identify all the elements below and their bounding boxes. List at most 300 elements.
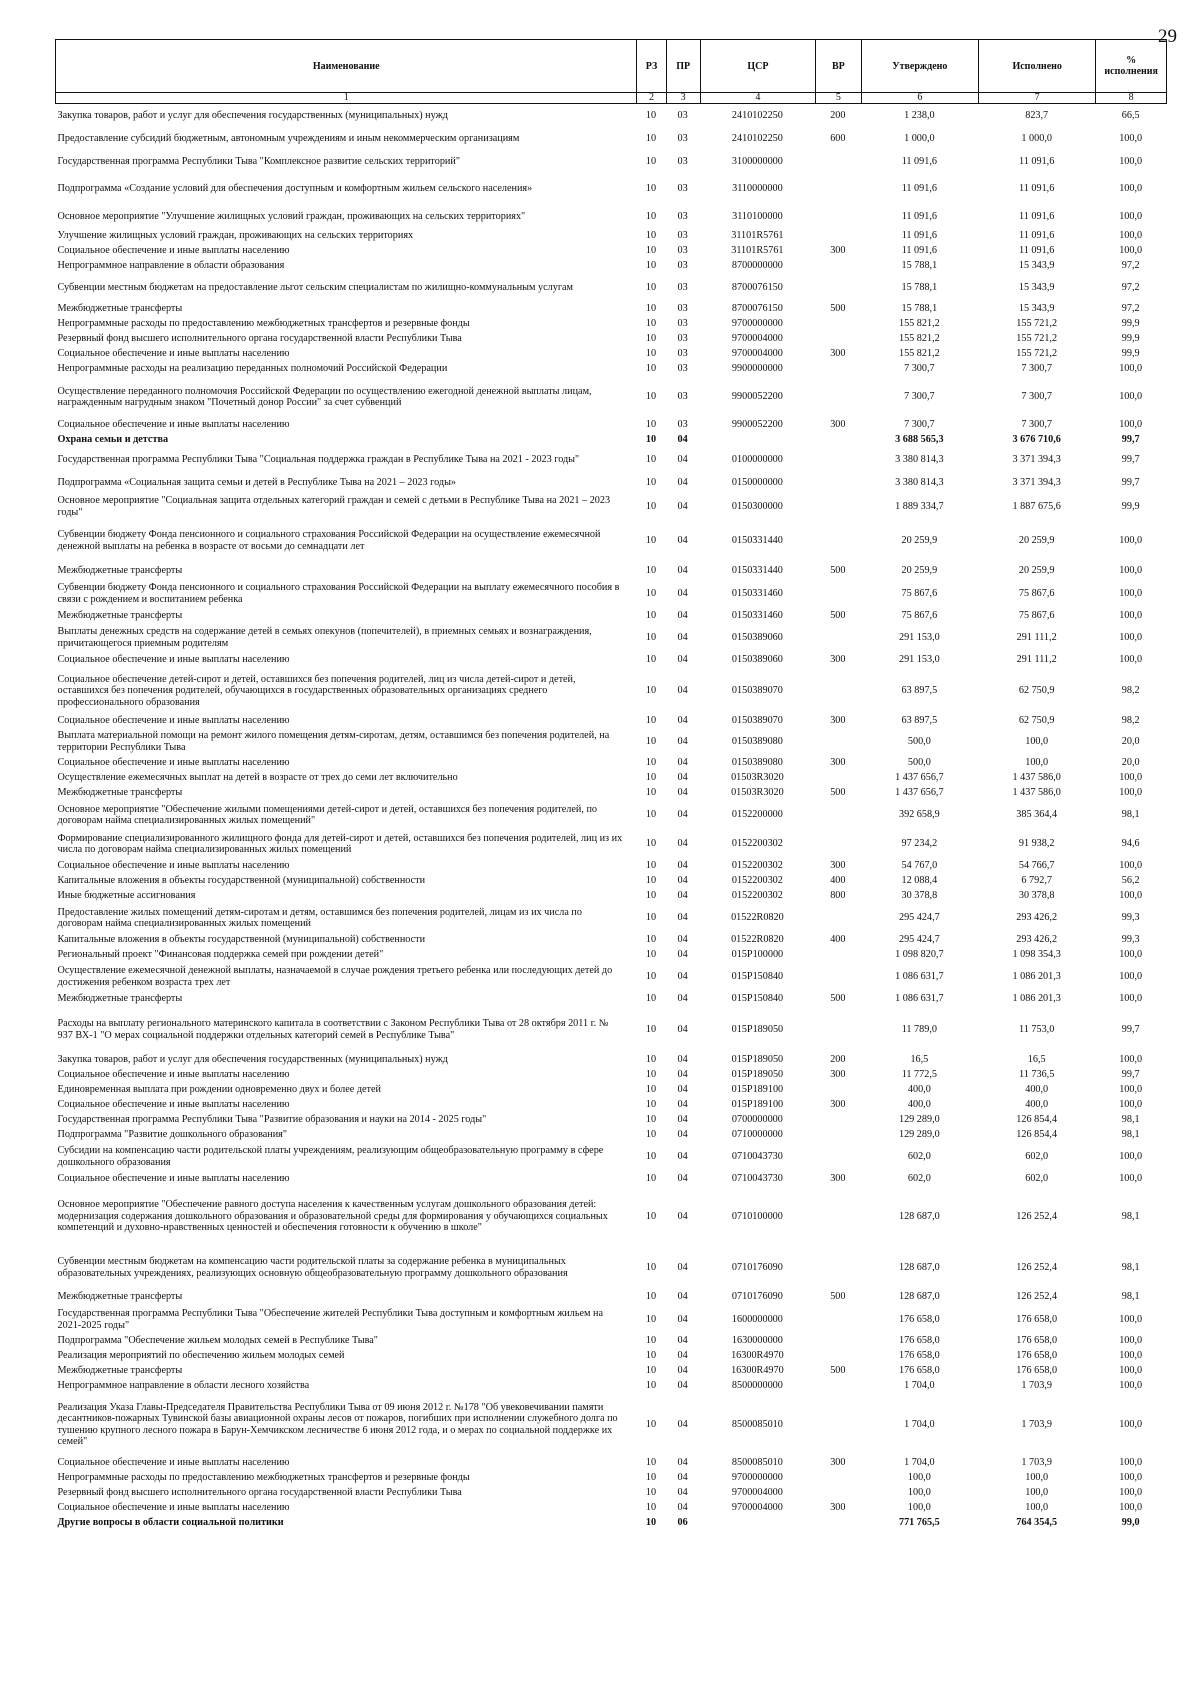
table-body [56,104,1167,1531]
row-percent-cell: 20,0 [1121,757,1140,769]
row-approved-cell: 12 088,4 [901,875,938,887]
row-percent-cell: 99,0 [1121,1517,1140,1529]
row-pr-cell: 04 [677,992,688,1004]
row-rz-cell: 10 [645,109,657,121]
row-name-cell: Субсидии на компенсацию части родительской платы учреждениям, реализующим общеобразовательную программу в сфере дошкольного образования [57,1145,604,1168]
row-pr-cell: 04 [677,787,688,799]
row-csr-cell: 16300R4970 [731,1365,784,1377]
row-pr-cell: 04 [677,1172,688,1184]
table-row [56,1516,1167,1531]
row-csr-cell: 0150300000 [731,500,783,512]
row-executed-cell: 126 252,4 [1016,1261,1058,1273]
row-approved-cell: 602,0 [907,1172,931,1184]
row-rz-cell: 10 [645,809,657,821]
row-pr-cell: 03 [677,210,688,222]
row-rz-cell: 10 [645,333,657,345]
row-pr-cell: 04 [677,1210,688,1222]
table-row [56,1053,1167,1068]
row-csr-cell: 9900000000 [731,363,783,375]
row-executed-cell: 602,0 [1025,1150,1049,1162]
table-row [56,1486,1167,1501]
row-approved-cell: 1 889 334,7 [895,500,944,512]
row-executed-cell: 11 091,6 [1019,230,1055,242]
row-name-cell: Субвенции бюджету Фонда пенсионного и социального страхования Российской Федерации на выплату ежемесячного пособия в связи с рождением и воспитанием ребенка [57,582,620,605]
row-percent-cell: 98,2 [1121,714,1140,726]
row-percent-cell: 100,0 [1119,1418,1143,1430]
row-name-cell: Социальное обеспечение и иные выплаты населению [57,348,290,360]
table-row [56,904,1167,933]
table-row [56,244,1167,259]
row-csr-cell: 0710176090 [731,1261,783,1273]
row-executed-cell: 15 343,9 [1018,303,1055,315]
table-row [56,1306,1167,1334]
row-rz-cell: 10 [645,260,657,272]
row-executed-cell: 291 111,2 [1016,654,1057,666]
row-csr-cell: 015P189100 [731,1084,784,1096]
row-name-cell: Подпрограмма «Социальная защита семьи и детей в Республике Тыва на 2021 – 2023 годы» [57,477,457,489]
row-name-cell: Государственная программа Республики Тыва "Развитие образования и науки на 2014 - 2025 годы" [57,1114,487,1126]
row-approved-cell: 100,0 [907,1487,931,1499]
row-vr-cell [816,669,862,714]
row-pr-cell: 04 [677,1380,688,1392]
row-name-cell: Основное мероприятие "Обеспечение равного доступа населения к качественным услугам дошкольного образования детей: модернизация содержания дошкольного образования и образовательной среды для формирования у обучающихся социальных компетенций и духовно-нравственных ценностей и обеспечения готовности к обучению в школе" [57,1199,608,1234]
row-rz-cell: 10 [645,949,657,961]
row-vr-cell [816,274,862,302]
row-approved-cell: 1 704,0 [904,1457,935,1469]
row-approved-cell: 15 788,1 [901,281,938,293]
table-row [56,317,1167,332]
row-executed-cell: 15 343,9 [1018,260,1055,272]
row-percent-cell: 100,0 [1119,534,1143,546]
row-rz-cell: 10 [645,230,657,242]
row-executed-cell: 15 343,9 [1018,281,1055,293]
row-csr-cell: 0150389060 [731,631,783,643]
column-number: 5 [816,93,862,104]
row-percent-cell: 20,0 [1121,735,1140,747]
row-pr-cell: 04 [677,1261,688,1273]
row-pr-cell: 04 [677,809,688,821]
row-pr-cell: 04 [677,1129,688,1141]
row-approved-cell: 20 259,9 [901,565,938,577]
row-pr-cell: 04 [677,434,688,446]
row-name-cell: Межбюджетные трансферты [57,1291,183,1303]
row-name-cell: Социальное обеспечение и иные выплаты населению [57,1069,290,1081]
row-name-cell: Закупка товаров, работ и услуг для обеспечения государственных (муниципальных) нужд [57,109,448,121]
row-rz-cell: 10 [645,1291,657,1303]
row-vr-cell: 300 [830,757,846,769]
row-executed-cell: 20 259,9 [1018,565,1055,577]
row-executed-cell: 11 736,5 [1019,1069,1055,1081]
row-rz-cell: 10 [645,970,657,982]
table-row [56,174,1167,205]
table-row [56,1098,1167,1113]
row-csr-cell: 0100000000 [731,453,783,465]
row-percent-cell: 100,0 [1119,1313,1143,1325]
table-row [56,302,1167,317]
row-rz-cell: 10 [645,534,657,546]
row-name-cell: Реализация Указа Главы-Председателя Правительства Республики Тыва от 09 июня 2012 г. №178 "Об увековечивании памяти десантников-пожарных Тувинской базы авиационной охраны лесов от пожаров, погибших при исполнении служебного долга по тушению крупного лесного пожара в Барун-Хемчикском лесничестве 6 июня 2012 года, и о мерах по социальной поддержке их семей" [57,1401,618,1447]
row-approved-cell: 75 867,6 [901,587,938,599]
row-vr-cell [816,1516,862,1531]
row-executed-cell: 3 371 394,3 [1012,453,1061,465]
row-percent-cell: 100,0 [1119,1472,1143,1484]
row-approved-cell: 11 091,6 [901,245,937,257]
row-executed-cell: 400,0 [1025,1084,1049,1096]
row-name-cell: Резервный фонд высшего исполнительного органа государственной власти Республики Тыва [57,1487,462,1499]
page-number: 29 [1158,26,1177,47]
row-percent-cell: 100,0 [1119,1365,1143,1377]
row-csr-cell: 8500000000 [731,1380,783,1392]
row-rz-cell: 10 [645,318,657,330]
row-vr-cell [816,624,862,652]
row-csr-cell: 0150389080 [731,735,783,747]
row-approved-cell: 1 704,0 [904,1380,935,1392]
row-name-cell: Выплата материальной помощи на ремонт жилого помещения детям-сиротам, детям, оставшимся без попечения родителей, на территории Республики Тыва [57,730,610,753]
row-percent-cell: 100,0 [1119,132,1143,144]
row-percent-cell: 99,7 [1121,1069,1140,1081]
row-rz-cell: 10 [645,1129,657,1141]
table-row [56,1471,1167,1486]
row-executed-cell: 155 721,2 [1016,348,1058,360]
row-approved-cell: 295 424,7 [898,912,940,924]
row-percent-cell: 98,1 [1121,1114,1140,1126]
row-csr-cell: 0710176090 [731,1291,783,1303]
row-percent-cell: 99,3 [1121,912,1140,924]
row-csr-cell: 0152200302 [731,890,783,902]
row-executed-cell: 126 854,4 [1016,1129,1058,1141]
row-pr-cell: 03 [677,281,688,293]
row-csr-cell: 9700004000 [731,1502,783,1514]
row-rz-cell: 10 [645,1457,657,1469]
row-executed-cell: 11 091,6 [1019,156,1055,168]
table-row [56,151,1167,174]
column-number: 8 [1096,93,1167,104]
row-executed-cell: 11 091,6 [1019,245,1055,257]
row-name-cell: Межбюджетные трансферты [57,1365,183,1377]
row-name-cell: Социальное обеспечение и иные выплаты населению [57,1502,290,1514]
row-pr-cell: 04 [677,1365,688,1377]
row-vr-cell: 200 [830,1054,846,1066]
row-percent-cell: 98,2 [1121,685,1140,697]
column-number: 2 [637,93,666,104]
row-vr-cell: 300 [830,1069,846,1081]
row-vr-cell: 400 [830,875,846,887]
row-rz-cell: 10 [645,453,657,465]
row-pr-cell: 04 [677,860,688,872]
row-executed-cell: 100,0 [1025,1487,1049,1499]
row-percent-cell: 100,0 [1119,230,1143,242]
row-approved-cell: 771 765,5 [898,1517,940,1529]
row-rz-cell: 10 [645,1487,657,1499]
row-vr-cell [816,377,862,418]
table-row [56,889,1167,904]
row-percent-cell: 100,0 [1119,245,1143,257]
row-name-cell: Социальное обеспечение и иные выплаты населению [57,419,290,431]
table-row [56,127,1167,151]
row-percent-cell: 98,1 [1121,1261,1140,1273]
row-rz-cell: 10 [645,787,657,799]
row-executed-cell: 385 364,4 [1016,809,1058,821]
row-pr-cell: 04 [677,565,688,577]
row-vr-cell: 300 [830,348,846,360]
row-pr-cell: 04 [677,1472,688,1484]
row-executed-cell: 602,0 [1025,1172,1049,1184]
row-approved-cell: 3 380 814,3 [895,477,944,489]
row-percent-cell: 97,2 [1121,260,1140,272]
row-rz-cell: 10 [645,1150,657,1162]
row-csr-cell: 0150389070 [731,685,783,697]
table-row [56,205,1167,229]
table-row [56,1113,1167,1128]
row-csr-cell [700,1516,815,1531]
row-vr-cell: 300 [830,1457,846,1469]
row-rz-cell: 10 [645,1517,657,1529]
table-row [56,377,1167,418]
row-executed-cell: 126 252,4 [1016,1291,1058,1303]
row-executed-cell: 155 721,2 [1016,333,1058,345]
column-number: 1 [56,93,637,104]
row-vr-cell: 500 [830,1365,846,1377]
row-pr-cell: 04 [677,1023,688,1035]
table-row [56,563,1167,580]
row-percent-cell: 100,0 [1119,1457,1143,1469]
row-name-cell: Социальное обеспечение и иные выплаты населению [57,654,290,666]
row-percent-cell: 100,0 [1119,772,1143,784]
row-name-cell: Межбюджетные трансферты [57,303,183,315]
row-vr-cell [816,1247,862,1289]
row-name-cell: Субвенции местным бюджетам на предоставление льгот сельским специалистам по жилищно-коммунальным услугам [57,281,573,293]
row-pr-cell: 03 [677,419,688,431]
row-percent-cell: 99,7 [1121,477,1140,489]
row-percent-cell: 100,0 [1119,860,1143,872]
row-name-cell: Выплаты денежных средств на содержание детей в семьях опекунов (попечителей), в приемных семьях и вознаграждения, причитающегося приемным родителям [57,626,592,649]
row-executed-cell: 126 252,4 [1016,1210,1058,1222]
row-name-cell: Межбюджетные трансферты [57,992,183,1004]
row-rz-cell: 10 [645,1084,657,1096]
row-pr-cell: 03 [677,391,688,403]
row-vr-cell: 300 [830,245,846,257]
row-vr-cell [816,205,862,229]
row-executed-cell: 11 091,6 [1019,183,1055,195]
row-name-cell: Основное мероприятие "Улучшение жилищных условий граждан, проживающих на сельских территориях" [57,210,526,222]
row-rz-cell: 10 [645,1380,657,1392]
row-approved-cell: 7 300,7 [904,391,935,403]
row-percent-cell: 100,0 [1119,787,1143,799]
row-vr-cell: 500 [830,1291,846,1303]
row-pr-cell: 03 [677,363,688,375]
row-rz-cell: 10 [645,587,657,599]
row-csr-cell: 015P189100 [731,1099,784,1111]
row-pr-cell: 04 [677,838,688,850]
row-vr-cell [816,963,862,991]
row-executed-cell: 3 676 710,6 [1012,434,1061,446]
row-percent-cell: 100,0 [1119,890,1143,902]
row-approved-cell: 295 424,7 [898,934,940,946]
row-csr-cell: 0150000000 [731,477,783,489]
row-approved-cell: 15 788,1 [901,303,938,315]
row-approved-cell: 11 091,6 [901,230,937,242]
column-header-approved: Утверждено [861,40,978,93]
row-csr-cell: 0150331460 [731,609,783,621]
row-pr-cell: 04 [677,934,688,946]
table-row [56,519,1167,563]
row-name-cell: Предоставление жилых помещений детям-сиротам и детям, оставшимся без попечения родителей, лицам из их числа по договорам найма специализированных жилых помещений [57,906,582,929]
row-percent-cell: 98,1 [1121,1129,1140,1141]
row-percent-cell: 100,0 [1119,391,1143,403]
table-row [56,580,1167,608]
row-csr-cell: 2410102250 [731,109,783,121]
row-name-cell: Осуществление ежемесячных выплат на детей в возрасте от трех до семи лет включительно [57,772,458,784]
row-vr-cell: 800 [830,890,846,902]
row-name-cell: Непрограммные расходы по предоставлению межбюджетных трансфертов и резервные фонды [57,1472,470,1484]
row-approved-cell: 1 437 656,7 [895,787,944,799]
row-csr-cell: 31101R5761 [731,230,784,242]
row-approved-cell: 500,0 [907,735,931,747]
row-rz-cell: 10 [645,500,657,512]
row-rz-cell: 10 [645,281,657,293]
row-csr-cell: 9700004000 [731,1487,783,1499]
row-executed-cell: 176 658,0 [1016,1313,1058,1325]
row-percent-cell: 97,2 [1121,281,1140,293]
header-row [56,40,1167,93]
table-row [56,1083,1167,1098]
row-percent-cell: 100,0 [1119,363,1143,375]
budget-report-sheet [55,39,1167,1531]
row-pr-cell: 04 [677,587,688,599]
table-row [56,1068,1167,1083]
row-vr-cell [816,472,862,495]
table-row [56,1334,1167,1349]
row-csr-cell: 015P100000 [731,949,784,961]
row-csr-cell: 015P189050 [731,1069,784,1081]
row-executed-cell: 7 300,7 [1021,419,1052,431]
row-name-cell: Единовременная выплата при рождении одновременно двух и более детей [57,1084,381,1096]
table-row [56,1143,1167,1171]
row-pr-cell: 04 [677,685,688,697]
row-rz-cell: 10 [645,992,657,1004]
row-percent-cell: 100,0 [1119,654,1143,666]
row-rz-cell: 10 [645,838,657,850]
row-vr-cell [816,433,862,448]
row-vr-cell [816,448,862,472]
row-vr-cell: 300 [830,1172,846,1184]
row-name-cell: Реализация мероприятий по обеспечению жильем молодых семей [57,1350,345,1362]
row-csr-cell: 01522R0820 [731,934,784,946]
table-row [56,259,1167,274]
row-pr-cell: 04 [677,1502,688,1514]
row-percent-cell: 100,0 [1119,949,1143,961]
row-rz-cell: 10 [645,1054,657,1066]
row-vr-cell [816,948,862,963]
row-approved-cell: 155 821,2 [898,333,940,345]
row-pr-cell: 03 [677,132,688,144]
table-row [56,495,1167,519]
row-pr-cell: 04 [677,631,688,643]
row-percent-cell: 100,0 [1119,631,1143,643]
table-row [56,1007,1167,1053]
row-vr-cell: 500 [830,609,846,621]
row-vr-cell: 300 [830,714,846,726]
row-approved-cell: 128 687,0 [898,1291,940,1303]
row-name-cell: Межбюджетные трансферты [57,609,183,621]
row-executed-cell: 7 300,7 [1021,391,1052,403]
row-name-cell: Осуществление переданного полномочия Российской Федерации по осуществлению ежегодной денежной выплаты лицам, награжденным нагрудным знаком "Почетный донор России" за счет субвенций [57,385,592,408]
row-pr-cell: 04 [677,970,688,982]
column-number-row [56,93,1167,104]
row-pr-cell: 04 [677,1069,688,1081]
row-executed-cell: 1 703,9 [1021,1418,1052,1430]
row-vr-cell [816,495,862,519]
row-executed-cell: 11 753,0 [1019,1023,1055,1035]
row-rz-cell: 10 [645,772,657,784]
row-csr-cell: 8500085010 [731,1418,783,1430]
table-row [56,1187,1167,1247]
row-csr-cell: 8700076150 [731,303,783,315]
table-row [56,1247,1167,1289]
row-rz-cell: 10 [645,1172,657,1184]
column-number: 3 [666,93,700,104]
row-approved-cell: 1 086 631,7 [895,992,944,1004]
row-percent-cell: 99,9 [1121,318,1140,330]
row-executed-cell: 176 658,0 [1016,1365,1058,1377]
row-percent-cell: 99,9 [1121,500,1140,512]
table-row [56,433,1167,448]
row-vr-cell [816,1128,862,1143]
row-percent-cell: 99,7 [1121,1023,1140,1035]
row-csr-cell [700,433,815,448]
row-percent-cell: 99,9 [1121,348,1140,360]
row-executed-cell: 176 658,0 [1016,1335,1058,1347]
row-name-cell: Основное мероприятие "Социальная защита отдельных категорий граждан и семей с детьми в Республике Тыва на 2021 – 2023 годы" [57,495,611,518]
row-percent-cell: 99,7 [1121,453,1140,465]
row-approved-cell: 11 772,5 [901,1069,937,1081]
row-percent-cell: 100,0 [1119,587,1143,599]
row-pr-cell: 03 [677,183,688,195]
row-vr-cell [816,801,862,830]
row-name-cell: Социальное обеспечение и иные выплаты населению [57,757,290,769]
row-name-cell: Резервный фонд высшего исполнительного органа государственной власти Республики Тыва [57,333,462,345]
row-csr-cell: 01503R3020 [731,772,784,784]
column-header-rz: РЗ [637,40,666,93]
table-row [56,728,1167,756]
row-name-cell: Социальное обеспечение и иные выплаты населению [57,714,290,726]
row-rz-cell: 10 [645,1114,657,1126]
row-executed-cell: 1 887 675,6 [1012,500,1061,512]
row-csr-cell: 0152200302 [731,838,783,850]
row-pr-cell: 04 [677,654,688,666]
row-csr-cell: 0710043730 [731,1150,783,1162]
row-name-cell: Капитальные вложения в объекты государственной (муниципальной) собственности [57,934,426,946]
row-pr-cell: 03 [677,348,688,360]
row-csr-cell: 1600000000 [731,1313,783,1325]
row-vr-cell [816,1306,862,1334]
row-approved-cell: 129 289,0 [898,1129,940,1141]
row-executed-cell: 823,7 [1025,109,1049,121]
row-percent-cell: 100,0 [1119,1487,1143,1499]
row-executed-cell: 100,0 [1025,735,1049,747]
row-executed-cell: 1 086 201,3 [1012,970,1061,982]
row-pr-cell: 04 [677,453,688,465]
row-pr-cell: 04 [677,912,688,924]
table-row [56,332,1167,347]
row-rz-cell: 10 [645,1472,657,1484]
table-row [56,801,1167,830]
row-approved-cell: 1 098 820,7 [895,949,944,961]
row-rz-cell: 10 [645,714,657,726]
row-vr-cell [816,332,862,347]
row-pr-cell: 04 [677,735,688,747]
row-name-cell: Капитальные вложения в объекты государственной (муниципальной) собственности [57,875,426,887]
